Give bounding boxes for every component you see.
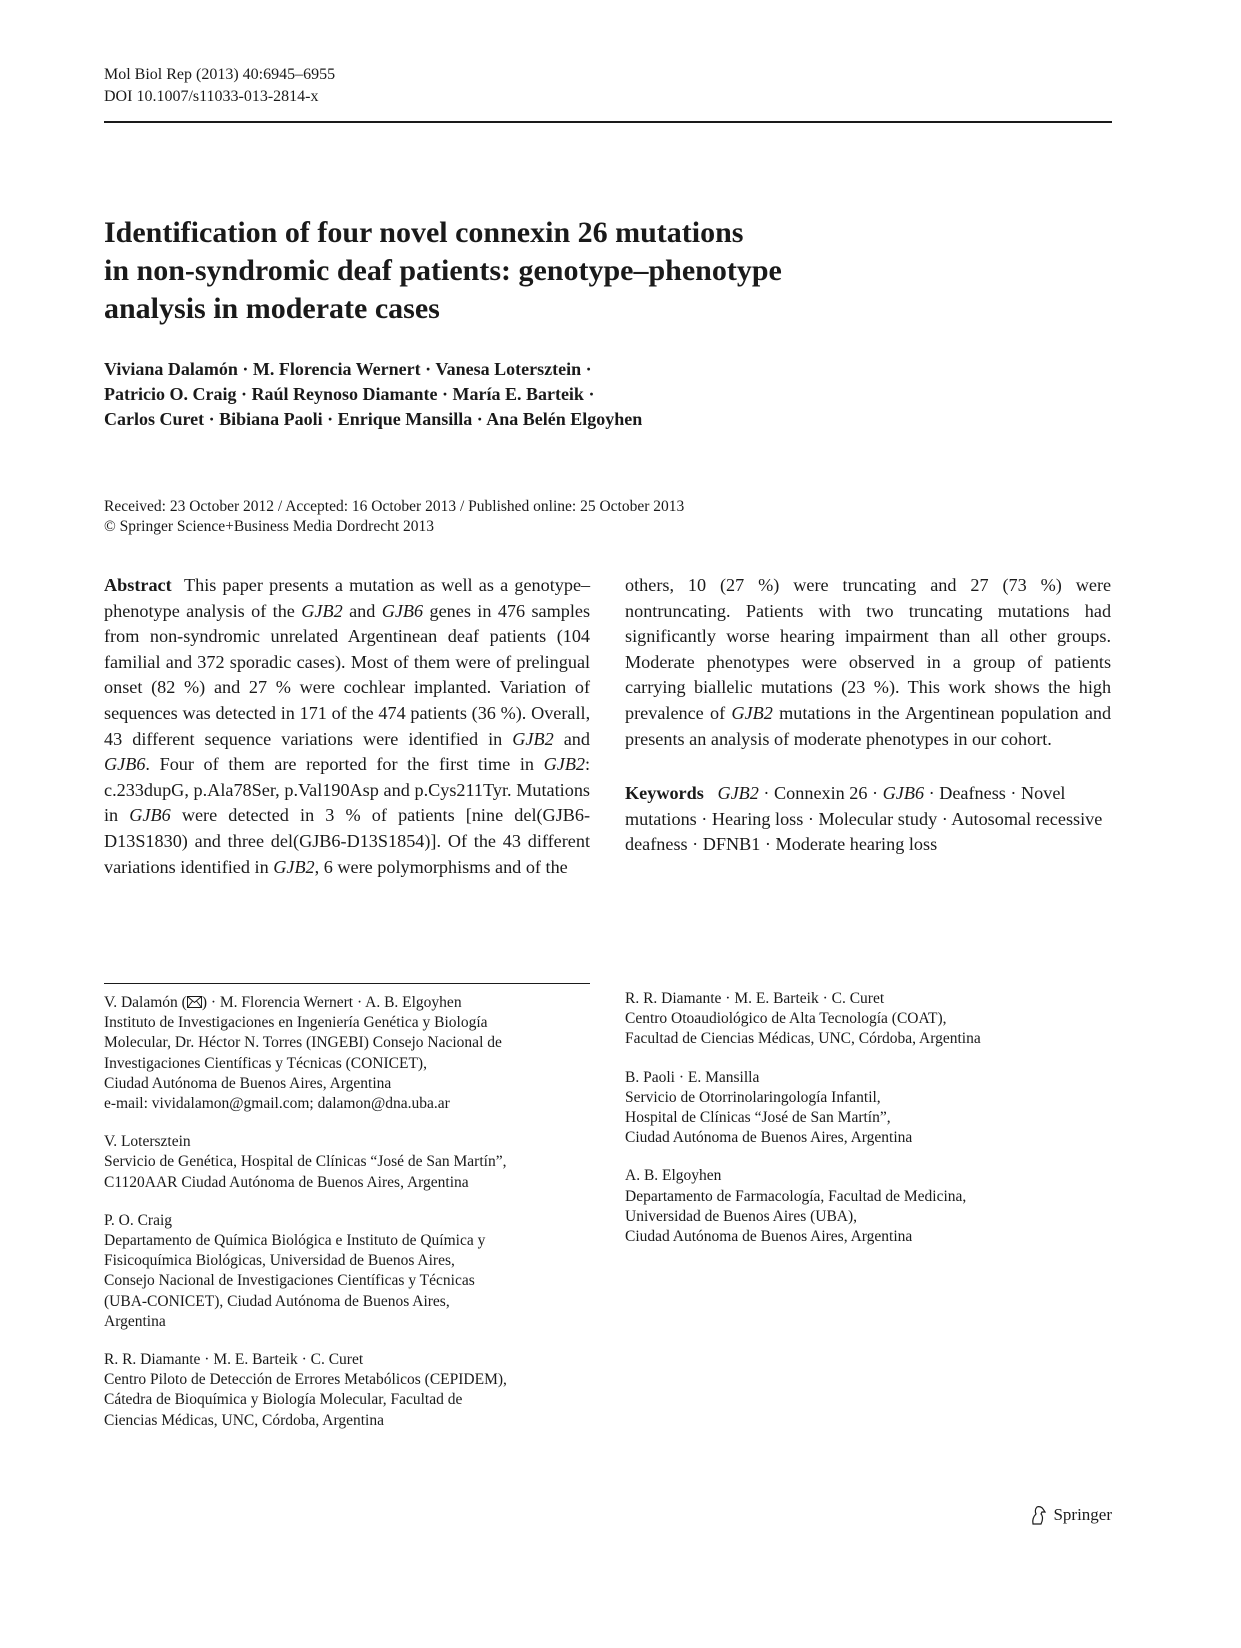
header-rule xyxy=(104,121,1112,123)
title-line-2: in non-syndromic deaf patients: genotype–phenotype xyxy=(104,254,782,287)
affiliation-authors: A. B. Elgoyhen xyxy=(625,1167,722,1185)
author-list xyxy=(104,357,864,432)
authors-line-3: Carlos Curet · Bibiana Paoli · Enrique Mansilla · Ana Belén Elgoyhen xyxy=(104,409,643,429)
keywords-heading: Keywords xyxy=(625,783,704,803)
affiliation-authors: V. Dalamón ( ) · M. Florencia Wernert · A. B. Elgoyhen xyxy=(104,994,462,1011)
publisher-logo xyxy=(1029,1505,1112,1525)
journal-header xyxy=(104,64,335,108)
affiliation-block: P. O. Craig Departamento de Química Biológica e Instituto de Química y Fisicoquímica Biológicas, Universidad de Buenos Aires, Consejo Nacional de Investigaciones Científicas y Técnicas (UBA-CONICET), Ciudad Autónoma de Buenos Aires, Argentina xyxy=(104,1211,590,1332)
affiliation-block: V. Lotersztein Servicio de Genética, Hospital de Clínicas “José de San Martín”, C1120AAR Ciudad Autónoma de Buenos Aires, Argentina xyxy=(104,1132,590,1193)
springer-horse-icon xyxy=(1029,1505,1047,1525)
affiliation-block: R. R. Diamante · M. E. Barteik · C. Curet Centro Piloto de Detección de Errores Metabólicos (CEPIDEM), Cátedra de Bioquímica y Biología Molecular, Facultad de Ciencias Médicas, UNC, Córdoba, Argentina xyxy=(104,1350,590,1431)
affiliation-block: B. Paoli · E. Mansilla Servicio de Otorrinolaringología Infantil, Hospital de Clínicas “José de San Martín”, Ciudad Autónoma de Buenos Aires, Argentina xyxy=(625,1068,1111,1149)
affiliation-authors: P. O. Craig xyxy=(104,1211,173,1229)
affiliations-left xyxy=(104,993,590,1449)
affiliation-authors: B. Paoli · E. Mansilla xyxy=(625,1068,760,1086)
abstract-column-right: others, 10 (27 %) were truncating and 27 (73 %) were nontruncating. Patients with two truncating mutations had significantly worse hearing impairment than all other groups. Moderate phenotypes were observed in a group of patients carrying biallelic mutations (23 %). This work shows the high prevalence of GJB2 mutations in the Argentinean population and presents an analysis of moderate phenotypes in our cohort. xyxy=(625,575,1112,749)
title-line-3: analysis in moderate cases xyxy=(104,292,440,325)
journal-citation: Mol Biol Rep (2013) 40:6945–6955 xyxy=(104,66,336,83)
affiliation-authors: R. R. Diamante · M. E. Barteik · C. Curet xyxy=(104,1351,364,1369)
affiliations-right xyxy=(625,989,1111,1265)
abstract-column-left: Abstract This paper presents a mutation as well as a genotype–phenotype analysis of the GJB2 and GJB6 genes in 476 samples from non-syndromic unrelated Argentinean deaf patients (104 familial and 372 sporadic cases). Most of them were of prelingual onset (82 %) and 27 % were cochlear implanted. Variation of sequences was detected in 171 of the 474 patients (36 %). Overall, 43 different sequence variations were identified in GJB2 and GJB6. Four of them are reported for the first time in GJB2: c.233dupG, p.Ala78Ser, p.Val190Asp and p.Cys211Tyr. Mutations in GJB6 were detected in 3 % of patients [nine del(GJB6-D13S1830) and three del(GJB6-D13S1854)]. Of the 43 different variations identified in GJB2, 6 were polymorphisms and of the xyxy=(104,575,591,877)
article-title xyxy=(104,214,924,328)
affiliation-authors: V. Lotersztein xyxy=(104,1133,191,1151)
authors-line-1: Viviana Dalamón · M. Florencia Wernert · Vanesa Lotersztein · xyxy=(104,359,592,379)
authors-line-2: Patricio O. Craig · Raúl Reynoso Diamante · María E. Barteik · xyxy=(104,384,595,404)
keywords: Keywords GJB2 · Connexin 26 · GJB6 · Deafness · Novel mutations · Hearing loss · Molecular study · Autosomal recessive deafness · DFNB1 · Moderate hearing loss xyxy=(625,783,1103,855)
doi[interactable]: DOI 10.1007/s11033-013-2814-x xyxy=(104,88,319,105)
affiliation-block: A. B. Elgoyhen Departamento de Farmacología, Facultad de Medicina, Universidad de Buenos Aires (UBA), Ciudad Autónoma de Buenos Aires, Argentina xyxy=(625,1166,1111,1247)
affiliation-block: R. R. Diamante · M. E. Barteik · C. Curet Centro Otoaudiológico de Alta Tecnología (COAT), Facultad de Ciencias Médicas, UNC, Córdoba, Argentina xyxy=(625,989,1111,1050)
received-accepted-published: Received: 23 October 2012 / Accepted: 16 October 2013 / Published online: 25 October 2013 xyxy=(104,498,685,515)
publication-dates xyxy=(104,497,684,537)
affiliation-authors: R. R. Diamante · M. E. Barteik · C. Curet xyxy=(625,990,885,1007)
title-line-1: Identification of four novel connexin 26 mutations xyxy=(104,216,744,249)
affiliation-rule xyxy=(104,983,590,984)
email-addresses[interactable]: e-mail: vividalamon@gmail.com; dalamon@dna.uba.ar xyxy=(104,1095,450,1113)
copyright: © Springer Science+Business Media Dordrecht 2013 xyxy=(104,518,435,535)
keywords-section xyxy=(625,781,1111,858)
envelope-icon[interactable] xyxy=(187,996,202,1008)
publisher-name: Springer xyxy=(1053,1505,1112,1524)
affiliation-block: V. Dalamón ( ) · M. Florencia Wernert · A. B. Elgoyhen Instituto de Investigaciones en Ingeniería Genética y Biología Molecular, Dr. Héctor N. Torres (INGEBI) Consejo Nacional de Investigaciones Científicas y Técnicas (CONICET), Ciudad Autónoma de Buenos Aires, Argentina e-mail: vividalamon@gmail.com; dalamon@dna.uba.ar xyxy=(104,993,590,1114)
